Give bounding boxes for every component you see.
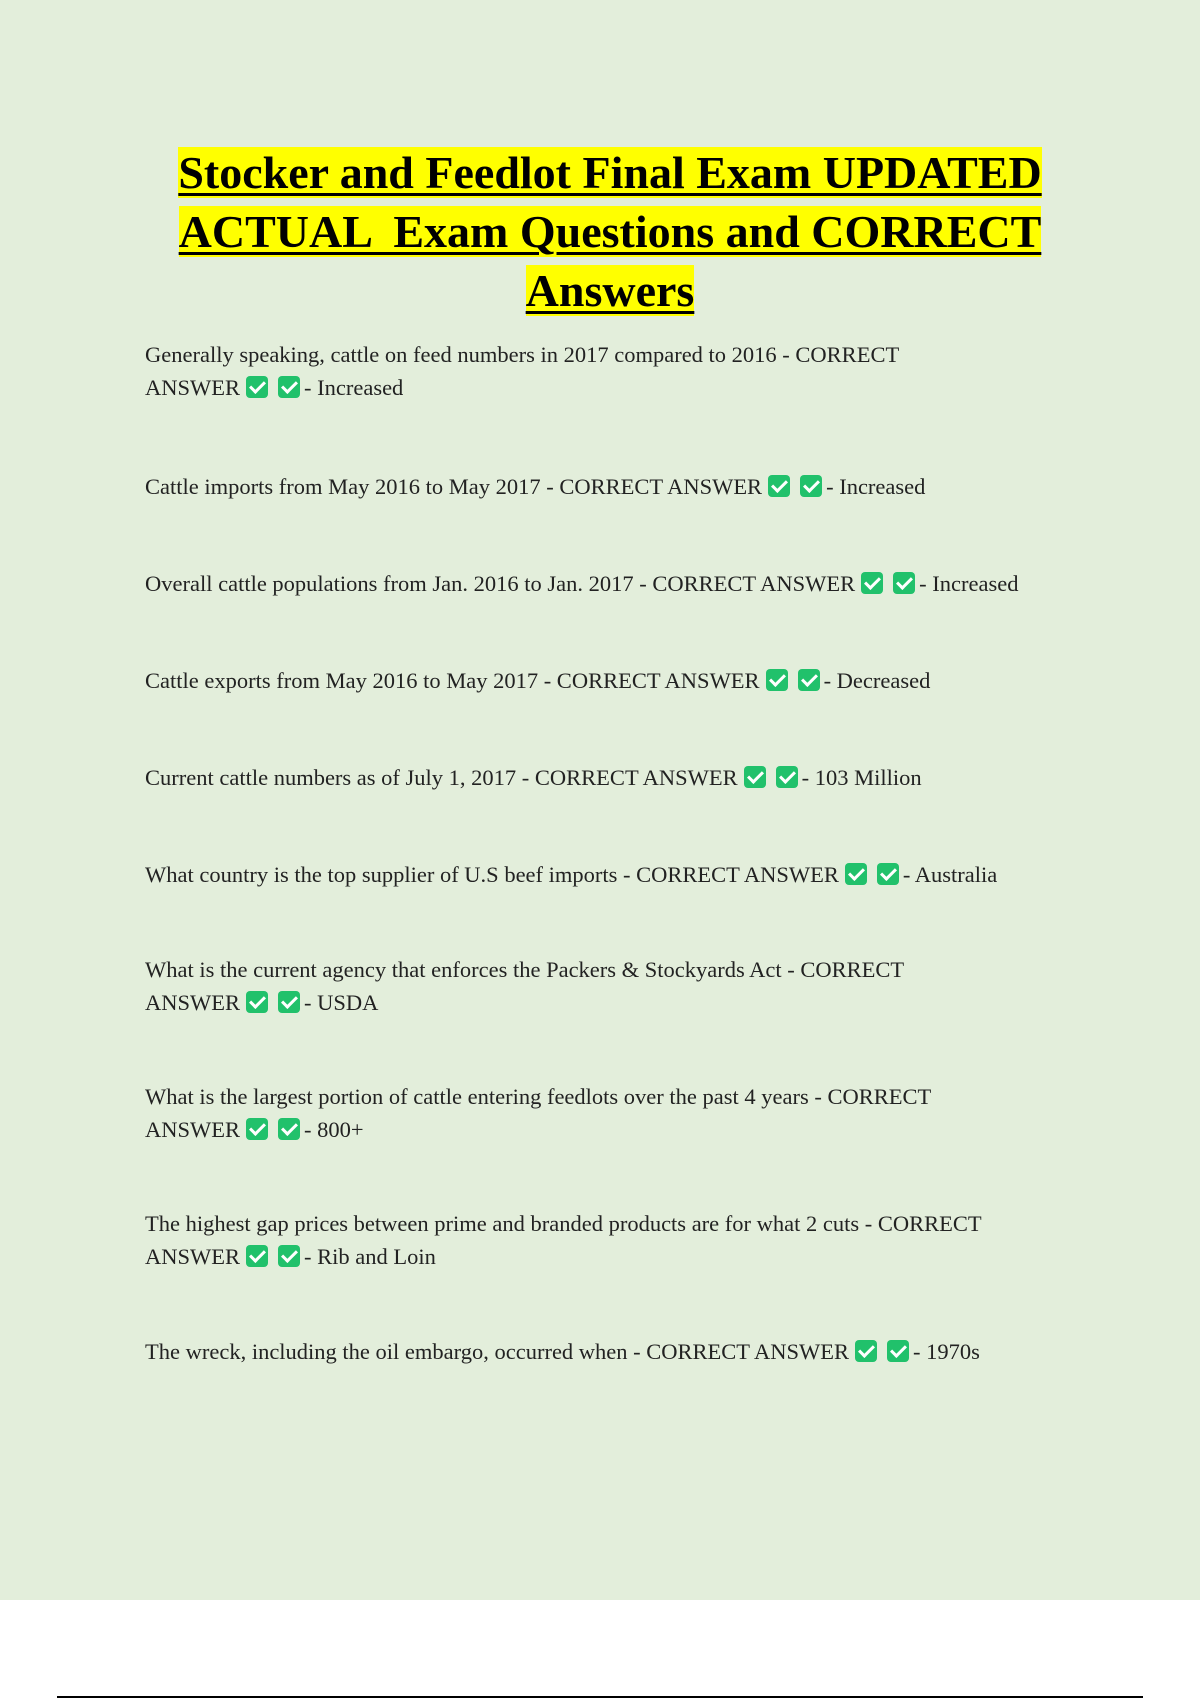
check-box-icon — [246, 1118, 268, 1140]
qa-item — [145, 762, 1095, 795]
qa-item — [145, 471, 1095, 504]
check-box-icon — [887, 1340, 909, 1362]
title-line-3: Answers — [525, 265, 695, 316]
qa-item — [145, 1336, 1095, 1369]
check-box-icon — [798, 669, 820, 691]
check-box-icon — [893, 572, 915, 594]
qa-answer: - 1970s — [913, 1339, 980, 1364]
check-box-icon — [278, 1118, 300, 1140]
qa-question: Generally speaking, cattle on feed numbers in 2017 compared to 2016 - CORRECT — [145, 342, 900, 367]
qa-answer: - Rib and Loin — [304, 1243, 436, 1269]
check-box-icon — [766, 669, 788, 691]
qa-answer: - Decreased — [823, 668, 931, 693]
qa-answer-label: ANSWER — [145, 1243, 240, 1269]
qa-question: Current cattle numbers as of July 1, 2017 - CORRECT ANSWER — [145, 765, 738, 790]
check-box-icon — [845, 863, 867, 885]
check-box-icon — [800, 475, 822, 497]
qa-answer: - Australia — [902, 862, 998, 887]
qa-item — [145, 1081, 1095, 1146]
qa-answer-label: ANSWER — [145, 989, 240, 1015]
title-line-1: Stocker and Feedlot Final Exam UPDATED — [178, 147, 1042, 198]
qa-question: What is the current agency that enforces the Packers & Stockyards Act - CORRECT — [145, 957, 905, 982]
qa-answer: - USDA — [304, 989, 379, 1015]
check-box-icon — [768, 475, 790, 497]
qa-answer: - Increased — [304, 374, 404, 400]
qa-item — [145, 665, 1095, 698]
check-box-icon — [861, 572, 883, 594]
qa-question: What country is the top supplier of U.S beef imports - CORRECT ANSWER — [145, 862, 839, 887]
check-box-icon — [776, 766, 798, 788]
qa-answer-label: ANSWER — [145, 374, 240, 400]
qa-question: Cattle exports from May 2016 to May 2017 - CORRECT ANSWER — [145, 668, 760, 693]
check-box-icon — [246, 376, 268, 398]
qa-item — [145, 339, 1095, 404]
check-box-icon — [855, 1340, 877, 1362]
qa-question: Overall cattle populations from Jan. 2016 to Jan. 2017 - CORRECT ANSWER — [145, 571, 856, 596]
qa-answer: - 103 Million — [801, 765, 922, 790]
check-box-icon — [744, 766, 766, 788]
qa-answer-label: ANSWER — [145, 1116, 240, 1142]
qa-answer: - Increased — [826, 474, 926, 499]
check-box-icon — [278, 376, 300, 398]
check-box-icon — [246, 1245, 268, 1267]
qa-item — [145, 1208, 1095, 1273]
check-box-icon — [246, 991, 268, 1013]
check-box-icon — [278, 1245, 300, 1267]
footer-divider — [57, 1696, 1143, 1698]
qa-question: Cattle imports from May 2016 to May 2017 - CORRECT ANSWER — [145, 474, 763, 499]
qa-item — [145, 568, 1095, 601]
check-box-icon — [278, 991, 300, 1013]
qa-question: The wreck, including the oil embargo, occurred when - CORRECT ANSWER — [145, 1339, 850, 1364]
check-box-icon — [877, 863, 899, 885]
qa-answer: - Increased — [919, 571, 1019, 596]
title-line-2: ACTUAL Exam Questions and CORRECT — [178, 206, 1042, 257]
qa-item — [145, 954, 1095, 1019]
qa-answer: - 800+ — [304, 1116, 364, 1142]
qa-question: What is the largest portion of cattle entering feedlots over the past 4 years - CORRECT — [145, 1084, 932, 1109]
qa-question: The highest gap prices between prime and branded products are for what 2 cuts - CORRECT — [145, 1211, 982, 1236]
qa-item — [145, 859, 1095, 892]
page-title — [150, 143, 1070, 320]
